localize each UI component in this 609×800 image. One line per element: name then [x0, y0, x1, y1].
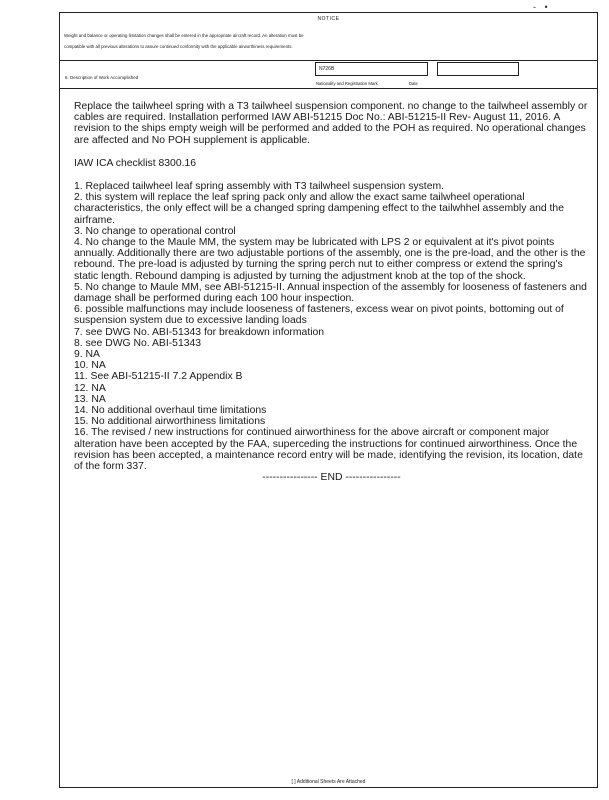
date-field [437, 62, 519, 76]
checklist-item: 1. Replaced tailwheel leaf spring assembly with T3 tailwheel suspension system. [74, 181, 445, 193]
checklist-item: 9. NA [74, 349, 100, 361]
form-337-page [59, 12, 598, 788]
checklist-item: 3. No change to operational control [74, 225, 236, 237]
description-label: 8. Description of Work Accomplished [65, 75, 139, 80]
checklist-item: 8. see DWG No. ABI-51343 [74, 337, 202, 349]
divider [60, 88, 597, 89]
checklist-item: 4. No change to the Maule MM, the system may be lubricated with LPS 2 or equivalent at it's pivot points annually. Additionally there are two adjustable portions of the assembly, one is the pre-load, and the other is the rebound. The pre-load is adjusted by turning the spring perch nut to either compress or extend the spring's static length. Rebound damping is adjusted by turning the adjustment knob at the top of the shock. [74, 237, 586, 282]
checklist-item: 12. NA [74, 382, 106, 394]
checklist-item: 6. possible malfunctions may include looseness of fasteners, excess wear on pivot points, bottoming out of suspension system due to excessive landing loads [74, 304, 564, 327]
work-description [74, 101, 589, 484]
checklist-item: 13. NA [74, 393, 106, 405]
scan-mark: - • [533, 2, 551, 12]
registration-field: N726B [315, 62, 428, 76]
intro-paragraph: Replace the tailwheel spring with a T3 tailwheel suspension component. no change to the tailwheel assembly or cables are required. Installation performed IAW ABI-51215 Doc No.: ABI-51215-II Rev- August 11, 2016. A revision to the ships empty weigh will be performed and added to the POH as required. No operational changes are affected and No POH supplement is applicable. [74, 101, 588, 146]
checklist-item: 16. The revised / new instructions for continued airworthiness for the above aircraft or component major alteration have been accepted by the FAA, superceding the instructions for continued airworthiness. Once the revision has been accepted, a maintenance record entry will be made, identifying the revision, its location, date of the form 337. [74, 427, 583, 473]
checklist-item: 7. see DWG No. ABI-51343 for breakdown information [74, 326, 325, 338]
registration-label: Nationality and Registration Mark [316, 81, 378, 86]
checklist-heading: IAW ICA checklist 8300.16 [74, 157, 197, 169]
end-marker: ---------------- END ---------------- [262, 472, 401, 484]
additional-sheets-note: [ ] Additional Sheets Are Attached [291, 779, 366, 785]
checklist-item: 15. No additional airworthiness limitations [74, 416, 266, 428]
date-label: Date [409, 81, 418, 86]
checklist-item: 14. No additional overhaul time limitations [74, 405, 267, 417]
checklist-item: 5. No change to Maule MM, see ABI-51215-II. Annual inspection of the assembly for looseness of fasteners and damage shall be performed during each 100 hour inspection. [74, 281, 587, 305]
checklist-item: 2. this system will replace the leaf spring pack only and allow the exact same tailwheel operational characteristics, the only effect will be a changed spring dampening effect to the tailwhhel assembly and the airframe. [74, 192, 564, 226]
notice-text-line-2: compatible with all previous alterations to assure continued conformity with the applicable airworthiness requirements. [64, 44, 293, 49]
divider [60, 60, 597, 61]
checklist-item: 10. NA [74, 360, 106, 372]
notice-text-line-1: Weight and balance or operating limitation changes shall be entered in the appropriate aircraft record. An alteration must be [64, 33, 304, 38]
checklist-item: 11. See ABI-51215-II 7.2 Appendix B [74, 371, 243, 383]
notice-title: NOTICE [317, 16, 340, 22]
